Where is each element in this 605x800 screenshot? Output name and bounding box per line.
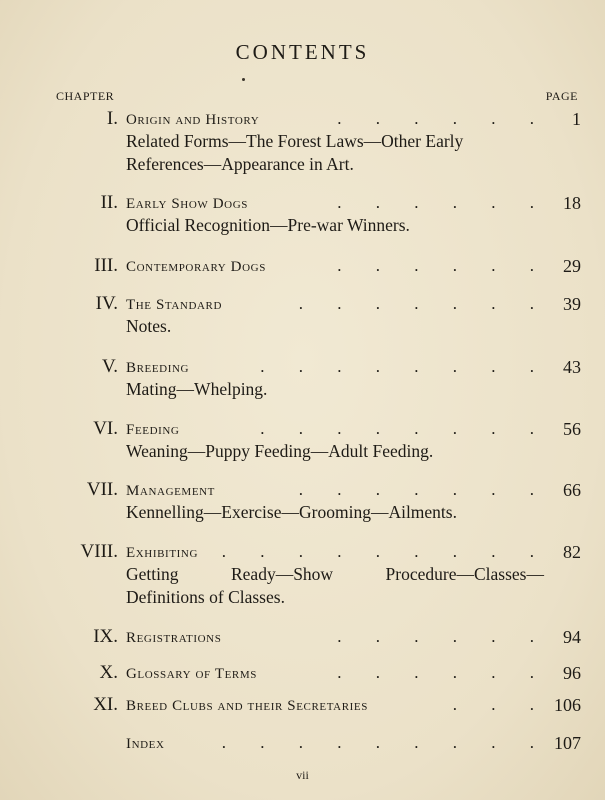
chapter-number: VIII.	[80, 541, 118, 562]
chapter-subtopics	[126, 214, 544, 237]
leader-dots: . . . . . . .	[298, 480, 549, 499]
chapter-title: Exhibiting	[126, 545, 198, 561]
chapter-number: XI.	[93, 694, 118, 715]
toc-entry-2	[0, 192, 605, 237]
toc-entry-6	[0, 418, 605, 463]
chapter-column-header: CHAPTER	[56, 89, 115, 103]
chapter-title: Management	[126, 483, 215, 499]
leader-dots: . . .	[452, 695, 549, 714]
leader-dots: . . . . . .	[337, 109, 549, 128]
leader-dots: . . . . . .	[337, 627, 549, 646]
page-number: 94	[563, 627, 581, 647]
page-number: 56	[563, 419, 581, 439]
page-title: CONTENTS	[235, 40, 370, 64]
chapter-title: Registrations	[126, 630, 222, 646]
toc-entry-8	[0, 541, 605, 609]
chapter-title: Breeding	[126, 360, 190, 376]
subtopic-line: Notes.	[126, 316, 172, 336]
page-number: 106	[554, 695, 581, 715]
subtopic-line: Weaning—Puppy Feeding—Adult Feeding.	[126, 441, 434, 461]
chapter-number: V.	[101, 356, 118, 377]
toc-entry-9	[0, 626, 605, 648]
leader-dots: . . . . . . . . .	[221, 733, 549, 752]
chapter-title: Feeding	[126, 422, 180, 438]
subtopic-line: Mating—Whelping.	[126, 379, 268, 399]
subtopic-line: Kennelling—Exercise—Grooming—Ailments.	[126, 502, 457, 522]
subtopic-line: References—Appearance in Art.	[126, 154, 354, 174]
toc-entry-4	[0, 293, 605, 338]
leader-dots: . . . . . . . .	[260, 357, 549, 376]
toc-entry-3	[0, 255, 605, 277]
page-column-header: PAGE	[545, 89, 578, 103]
page-number: 82	[563, 542, 581, 562]
page-number: 96	[563, 663, 581, 683]
page-number: 1	[572, 109, 581, 129]
page-number: 29	[563, 256, 581, 276]
chapter-title: Breed Clubs and their Secretaries	[126, 698, 368, 714]
chapter-number: VII.	[86, 479, 118, 500]
chapter-subtopics	[126, 378, 544, 401]
leader-dots: . . . . . . . .	[260, 419, 549, 438]
folio-page-number: vii	[296, 768, 309, 782]
chapter-number: II.	[100, 192, 118, 213]
leader-dots: . . . . . .	[337, 663, 549, 682]
toc-entry-7	[0, 479, 605, 524]
ink-speck	[242, 78, 245, 81]
chapter-number: I.	[106, 108, 118, 129]
chapter-title: The Standard	[126, 297, 223, 313]
leader-dots: . . . . . .	[337, 193, 549, 212]
chapter-title: Early Show Dogs	[126, 196, 248, 212]
toc-entry-5	[0, 356, 605, 401]
subtopic-line: Definitions of Classes.	[126, 587, 285, 607]
chapter-number: IX.	[93, 626, 118, 647]
page-number: 39	[563, 294, 581, 314]
page-number: 66	[563, 480, 581, 500]
leader-dots: . . . . . . .	[298, 294, 549, 313]
subtopic-line: Related Forms—The Forest Laws—Other Early	[126, 131, 464, 151]
page-number: 18	[563, 193, 581, 213]
chapter-number: III.	[94, 255, 118, 276]
chapter-title: Contemporary Dogs	[126, 259, 266, 275]
leader-dots: . . . . . . . . .	[221, 542, 549, 561]
chapter-number: VI.	[93, 418, 118, 439]
chapter-subtopics	[126, 440, 544, 463]
chapter-number: IV.	[95, 293, 118, 314]
chapter-subtopics	[126, 315, 544, 338]
chapter-title: Glossary of Terms	[126, 666, 257, 682]
leader-dots: . . . . . .	[337, 256, 549, 275]
page-number: 107	[554, 733, 581, 753]
chapter-subtopics	[126, 501, 544, 524]
toc-entry-10	[0, 662, 605, 684]
chapter-subtopics	[126, 563, 544, 609]
chapter-title: Index	[126, 736, 165, 752]
page-number: 43	[563, 357, 581, 377]
toc-entry-index	[0, 732, 605, 754]
chapter-number: X.	[99, 662, 118, 683]
chapter-title: Origin and History	[126, 112, 260, 128]
subtopic-line: Official Recognition—Pre-war Winners.	[126, 215, 410, 235]
chapter-subtopics	[126, 130, 544, 176]
toc-entry-11	[0, 694, 605, 716]
toc-entry-1	[0, 108, 605, 176]
subtopic-line: Getting Ready—Show Procedure—Classes—	[126, 564, 544, 584]
